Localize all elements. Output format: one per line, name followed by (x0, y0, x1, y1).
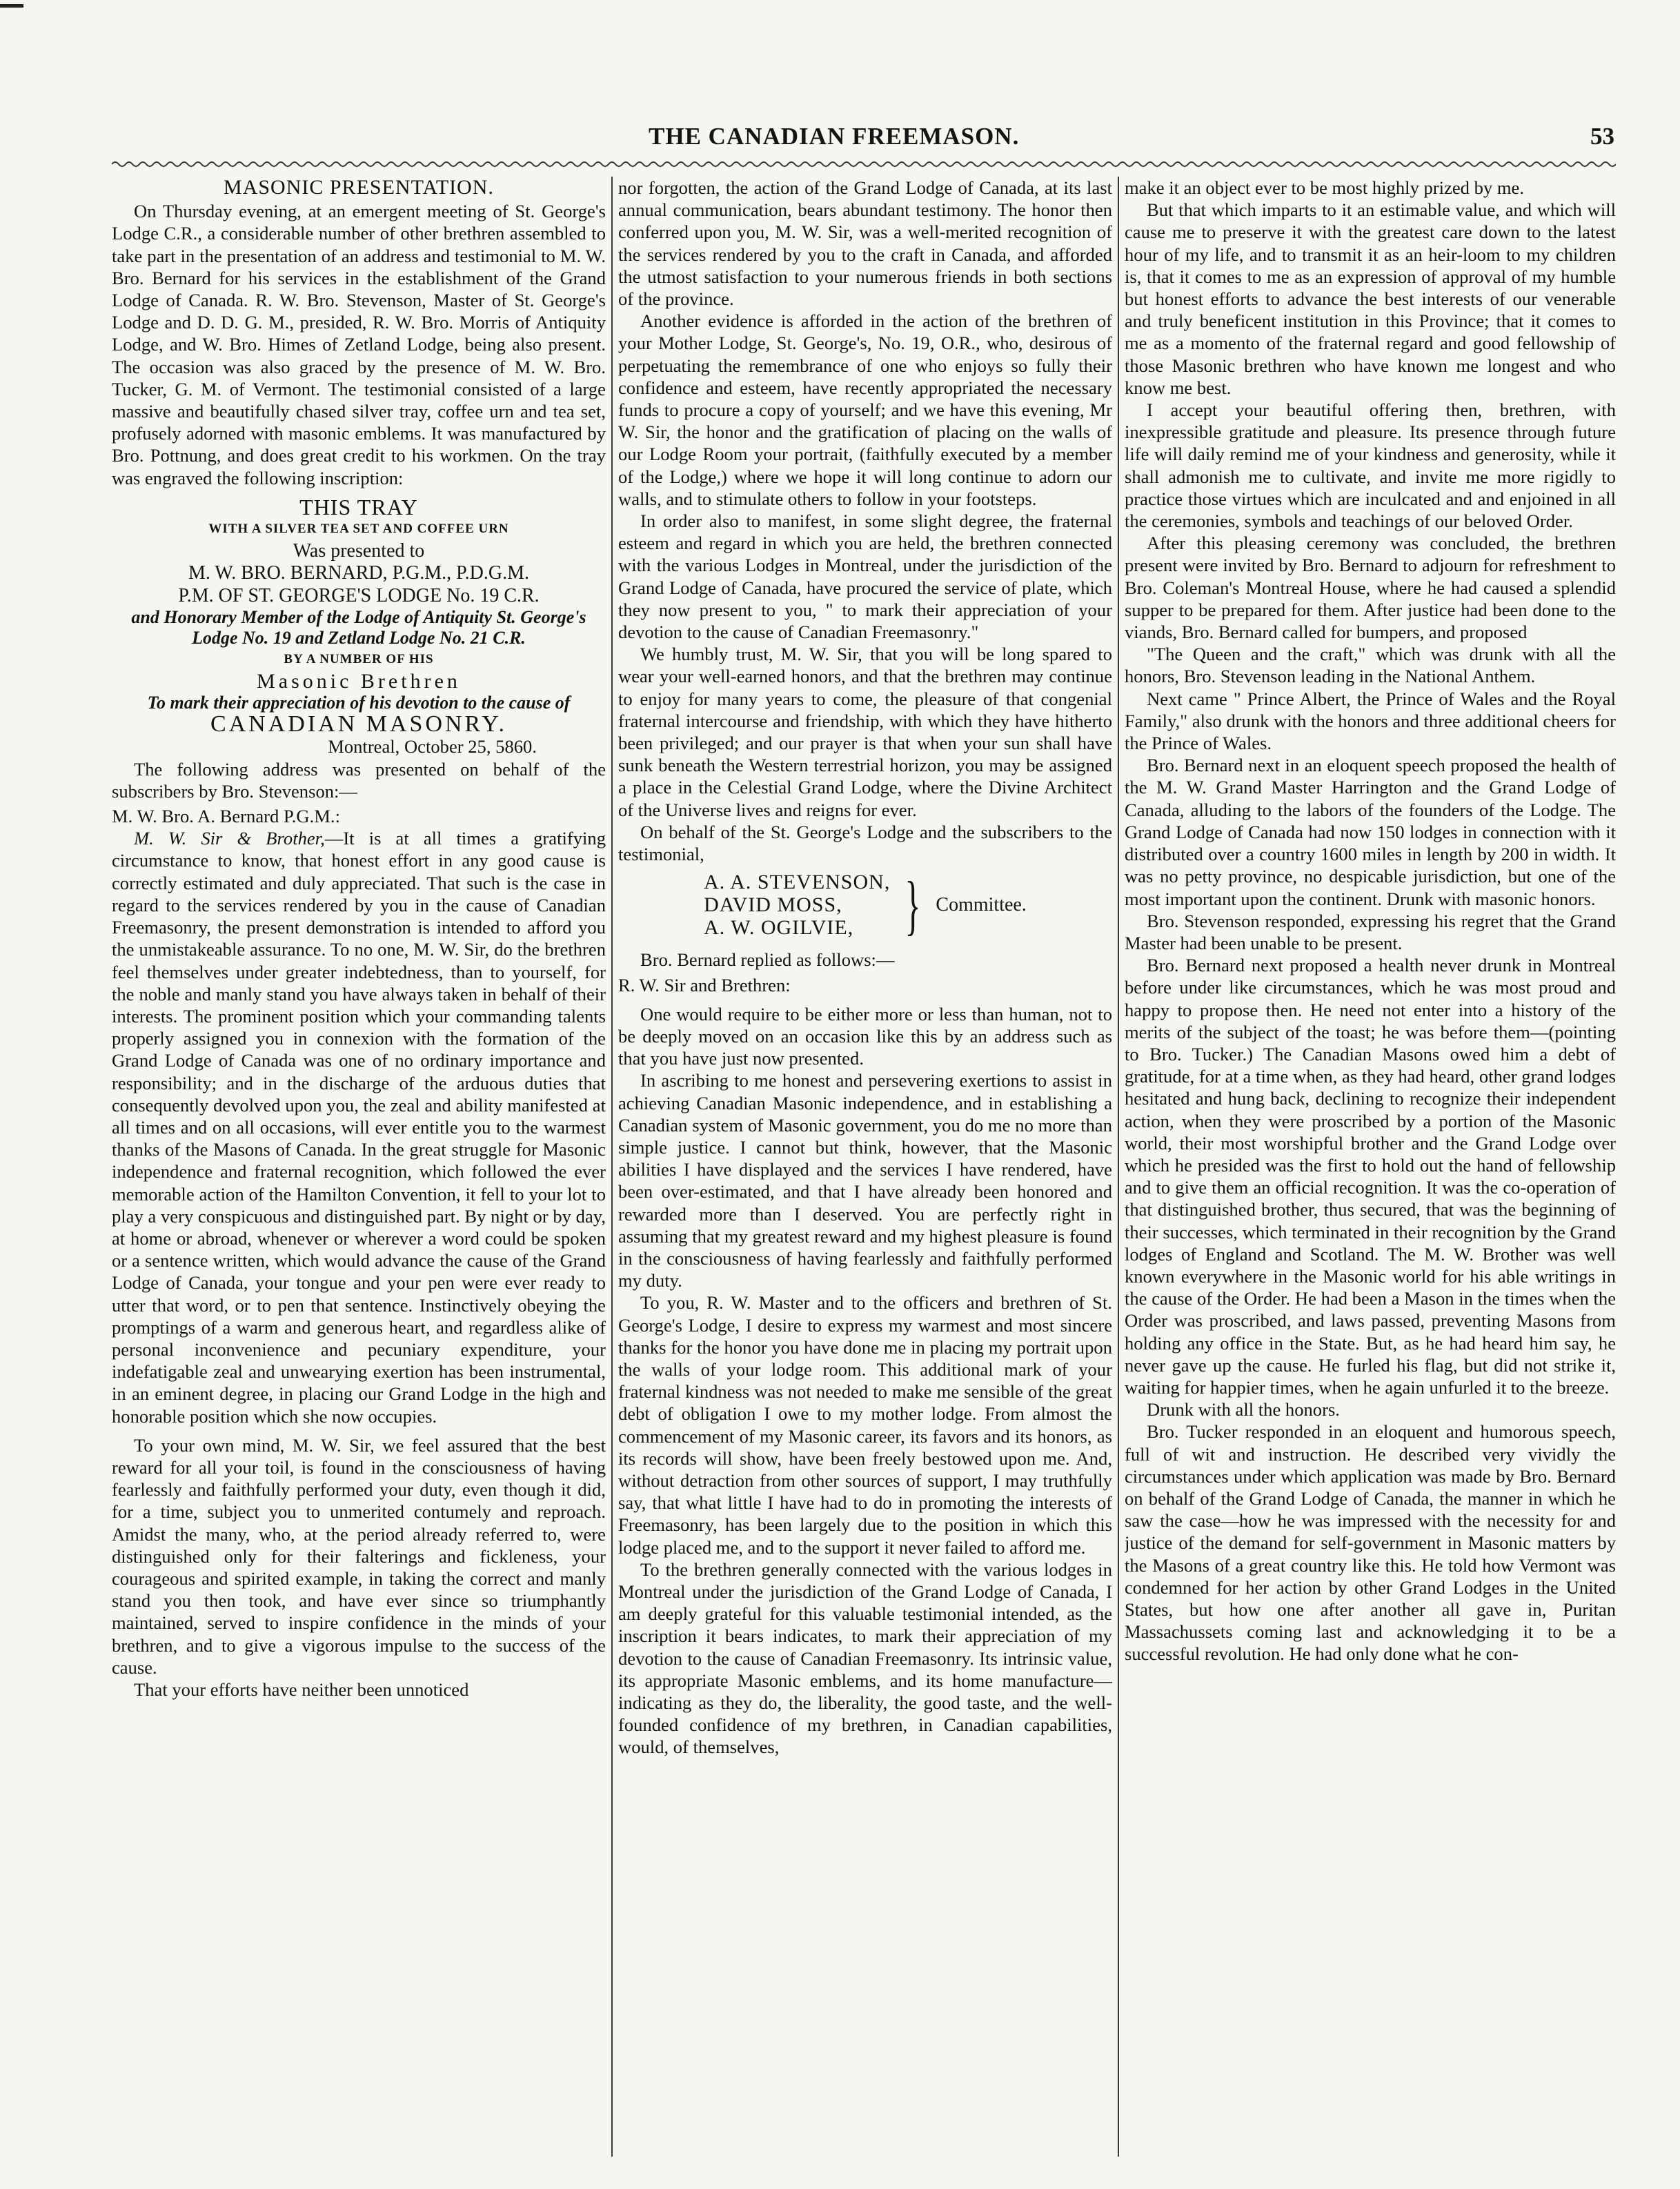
committee-label: Committee. (936, 893, 1027, 915)
paragraph: After this pleasing ceremony was concluded, the brethren present were invited by Bro. Bernard to adjourn for refreshment to Bro. Coleman's Montreal House, where he had caused a splendid supper to be prepared for them. After justice had been done to the viands, Bro. Bernard called for bumpers, and proposed (1125, 533, 1616, 643)
inscription-line: Was presented to (293, 540, 425, 562)
paragraph: Bro. Stevenson responded, expressing his regret that the Grand Master had been unable to be present. (1125, 910, 1616, 953)
signer-list (704, 871, 890, 939)
paragraph: That your efforts have neither been unnoticed (134, 1679, 469, 1700)
inscription-line: CANADIAN MASONRY. (210, 711, 508, 737)
page-number: 53 (1590, 123, 1614, 150)
signer-name: A. W. OGILVIE, (704, 916, 854, 940)
dateline: Montreal, October 25, 5860. (328, 736, 537, 757)
brace-glyph: } (905, 867, 921, 942)
inscription-line: P.M. OF ST. GEORGE'S LODGE No. 19 C.R. (178, 584, 540, 606)
corner-mark (0, 4, 23, 8)
column-rule-2 (1118, 177, 1119, 2157)
paragraph: Bro. Bernard replied as follows:— (640, 949, 895, 971)
page-title: THE CANADIAN FREEMASON. (649, 123, 1020, 150)
paragraph: On Thursday evening, at an emergent meeting of St. George's Lodge C.R., a considerable number of other brethren assembled to take part in the presentation of an address and testimonial to M. W. Bro. Bernard for his services in the establishment of the Grand Lodge of Canada. R. W. Bro. Stevenson, Master of St. George's Lodge and D. D. G. M., presided, R. W. Bro. Morris of Antiquity Lodge, and W. Bro. Himes of Zetland Lodge, being also present. The occasion was also graced by the presence of M. W. Bro. Tucker, G. M. of Vermont. The testimonial consisted of a large massive and beautifully chased silver tray, coffee urn and tea set, profusely adorned with masonic emblems. It was manufactured by Bro. Pottnung, and does great credit to his workmen. On the tray was engraved the following inscription: (112, 201, 606, 488)
inscription-line: M. W. BRO. BERNARD, P.G.M., P.D.G.M. (188, 562, 529, 584)
paragraph: Bro. Tucker responded in an eloquent and humorous speech, full of wit and instruction. He described very vividly the circumstances under which application was made by Bro. Bernard on behalf of the Grand Lodge of Canada, the manner in which he saw the case—how he was impressed with the necessity for and justice of the demand for self-government in Masonic matters by the Masons of a great country like this. He told how Vermont was condemned for her action by other Grand Lodges in the United States, but how one after another all gave in, Puritan Massachussets coming last and acknowledging it to be a successful revolution. He had only done what he con- (1125, 1421, 1616, 1665)
salutation: M. W. Bro. A. Bernard P.G.M.: (112, 806, 340, 827)
column-3 (1125, 177, 1616, 2157)
column-rule-1 (611, 177, 613, 2157)
paragraph: Next came " Prince Albert, the Prince of Wales and the Royal Family," also drunk with the honors and three additional cheers for the Prince of Wales. (1125, 688, 1616, 754)
article-heading: MASONIC PRESENTATION. (224, 177, 494, 199)
inscription-line: BY A NUMBER OF HIS (284, 651, 434, 666)
signer-name: A. A. STEVENSON, (704, 871, 891, 894)
column-1 (112, 177, 606, 2157)
column-2 (618, 177, 1112, 2157)
paragraph-lead: M. W. Sir & Brother, (134, 828, 325, 849)
paragraph: To the brethren generally connected with the various lodges in Montreal under the jurisdiction of the Grand Lodge of Canada, I am deeply grateful for this valuable testimonial intended, as the inscription it bears indicates, to mark their appreciation of my devotion to the cause of Canadian Freemasonry. Its intrinsic value, its appropriate Masonic emblems, and its home manufacture—indicating as they do, the liberality, the good taste, and the well-founded confidence of my brethren, in Canadian capabilities, would, of themselves, (618, 1558, 1112, 1758)
paragraph: To your own mind, M. W. Sir, we feel assured that the best reward for all your toil, is found in the consciousness of having fearlessly and faithfully performed your duty, even though it did, for a time, subject you to unmerited contumely and reproach. Amidst the many, who, at the period already referred to, were distinguished only for their falterings and fickleness, your courageous and spirited example, in taking the correct and manly stand you then took, and have ever since so triumphantly maintained, served to inspire confidence in the minds of your brethren, and to give a vigorous impulse to the success of the cause. (112, 1434, 606, 1678)
paragraph: One would require to be either more or less than human, not to be deeply moved on an occasion like this by an address such as that you have just now presented. (618, 1003, 1112, 1069)
paragraph-text: —It is at all times a gratifying circumstance to know, that honest effort in any good cause is correctly estimated and duly appreciated. That such is the case in regard to the services rendered by you in the cause of Canadian Freemasonry, the present demonstration is intended to afford you the unmistakeable assurance. To no one, M. W. Sir, do the brethren feel themselves under greater indebtedness, than to yourself, for the noble and manly stand you have always taken in behalf of their interests. The prominent position which your commanding talents properly assigned you in connexion with the formation of the Grand Lodge of Canada was one of no ordinary importance and responsibility; and in the discharge of the arduous duties that consequently devolved upon you, the zeal and ability manifested at all times and on all occasions, will ever entitle you to the warmest thanks of the Masons of Canada. In the great struggle for Masonic independence and fraternal recognition, which followed the ever memorable action of the Hamilton Convention, it fell to your lot to play a very conspicuous and distinguished part. By night or by day, at home or abroad, whenever or wherever a word could be spoken or a sentence written, which would advance the cause of the Grand Lodge of Canada, your tongue and your pen were ever ready to utter that word, or to pen that sentence. Instinctively obeying the promptings of a warm and generous heart, and regardless alike of personal inconvenience and pecuniary expenditure, your indefatigable zeal and unwearying exertion has been instrumental, in an eminent degree, in placing our Grand Lodge in the high and honorable position which she now occupies. (112, 828, 606, 1427)
paragraph: make it an object ever to be most highly prized by me. (1125, 177, 1524, 198)
paragraph (112, 827, 606, 1427)
signature-block (618, 867, 1112, 942)
inscription-line: and Honorary Member of the Lodge of Antiquity St. George's Lodge No. 19 and Zetland Lodge No. 21 C.R. (131, 606, 586, 648)
paragraph: I accept your beautiful offering then, brethren, with inexpressible gratitude and pleasure. Its presence through future life will daily remind me of your kindness and generosity, while it shall admonish me to cultivate, and invite me more rigidly to practice those virtues which are inculcated and and enjoined in all the ceremonies, symbols and teachings of our beloved Order. (1125, 399, 1616, 532)
paragraph: To you, R. W. Master and to the officers and brethren of St. George's Lodge, I desire to express my warmest and most sincere thanks for the honor you have done me in placing my portrait upon the walls of your lodge room. This additional mark of your fraternal kindness was not needed to make me sensible of the great debt of obligation I owe to my mother lodge. From almost the commencement of my Masonic career, its favors and its honors, as its records will show, have been freely bestowed upon me. And, without detraction from other sources of support, I may truthfully say, that what little I have had to do in promoting the interests of Freemasonry, has been largely due to the position in which this lodge placed me, and to the support it never failed to afford me. (618, 1292, 1112, 1558)
header-wavy-rule (112, 160, 1616, 168)
signer-name: DAVID MOSS, (704, 893, 842, 917)
paragraph: In ascribing to me honest and persevering exertions to assist in achieving Canadian Masonic independence, and in establishing a Canadian system of Masonic government, you do me no more than simple justice. I cannot but think, however, that the Masonic abilities I have displayed and the services I have rendered, have been over-estimated, and that I have already been honored and rewarded more than I deserved. You are perfectly right in assuming that my greatest reward and my highest pleasure is found in the consciousness of having fearlessly and faithfully performed my duty. (618, 1070, 1112, 1291)
inscription-line: Masonic Brethren (257, 670, 461, 693)
paragraph: Another evidence is afforded in the action of the brethren of your Mother Lodge, St. George's, No. 19, O.R., who, desirous of perpetuating the remembrance of one who enjoys so fully their confidence and esteem, have recently appropriated the necessary funds to procure a copy of yourself; and we have this evening, Mr W. Sir, the honor and the gratification of placing on the walls of our Lodge Room your portrait, (faithfully executed by a member of the Lodge,) where we hope it will long continue to adorn our walls, and to stimulate others to follow in your footsteps. (618, 310, 1112, 509)
inscription-line: WITH A SILVER TEA SET AND COFFEE URN (208, 522, 509, 537)
paragraph: In order also to manifest, in some slight degree, the fraternal esteem and regard in which you are held, the brethren connected with the various Lodges in Montreal, under the jurisdiction of the Grand Lodge of Canada, have procured the service of plate, which they now present to you, " to mark their appreciation of your devotion to the cause of Canadian Freemasonry." (618, 511, 1112, 643)
paragraph: On behalf of the St. George's Lodge and the subscribers to the testimonial, (618, 821, 1112, 865)
paragraph: The following address was presented on behalf of the subscribers by Bro. Stevenson:— (112, 758, 606, 802)
paragraph: But that which imparts to it an estimable value, and which will cause me to preserve it with the greatest care down to the latest hour of my life, and to transmit it as an heir-loom to my children is, that it comes to me as an expression of approval of my humble but honest efforts to advance the best interests of our venerable and truly beneficent institution in this Province; that it comes to me as a momento of the fraternal regard and good fellowship of those Masonic brethren who have known me longest and who know me best. (1125, 199, 1616, 398)
paragraph: "The Queen and the craft," which was drunk with all the honors, Bro. Stevenson leading in the National Anthem. (1125, 644, 1616, 687)
inscription-title: THIS TRAY (299, 494, 418, 519)
paragraph: Drunk with all the honors. (1147, 1399, 1340, 1420)
inscription-line: To mark their appreciation of his devotion to the cause of (147, 693, 571, 713)
paragraph: nor forgotten, the action of the Grand Lodge of Canada, at its last annual communication, bears abundant testimony. The honor then conferred upon you, M. W. Sir, was a well-merited recognition of the services rendered by you to the craft in Canada, and afforded the utmost satisfaction to your numerous friends in both sections of the province. (618, 177, 1112, 310)
salutation: R. W. Sir and Brethren: (618, 974, 791, 996)
page-header (621, 123, 1614, 159)
paragraph: Bro. Bernard next proposed a health never drunk in Montreal before under like circumstances, which he was most proud and happy to propose then. He need not enter into a history of the merits of the subject of the toast; he was before them—(pointing to Bro. Tucker.) The Canadian Masons owed him a debt of gratitude, for at a time when, as they had heard, other grand lodges hesitated and hung back, declining to recognize their independent action, when they were proscribed by a portion of the Masonic world, their most worshipful brother and the Grand Lodge over which he presided was the first to hold out the hand of fellowship and to give them an official recognition. It was the co-operation of that distinguished brother, thus secured, that was the beginning of their successes, which terminated in their recognition by the Grand lodges of England and Scotland. The M. W. Brother was well known everywhere in the Masonic world for his able writings in the cause of the Order. He had been a Mason in the times when the Order was proscribed, and laws passed, preventing Masons from holding any office in the State. But, as he had heard him say, he never gave up the cause. He furled his flag, but did not strike it, waiting for happier times, when he again unfurled it to the breeze. (1125, 955, 1616, 1398)
paragraph: Bro. Bernard next in an eloquent speech proposed the health of the M. W. Grand Master Harrington and the Grand Lodge of Canada, alluding to the labors of the founders of the Lodge. The Grand Lodge of Canada had now 150 lodges in connection with it distributed over a country 1600 miles in length by 200 in width. It was no petty province, no despicable jurisdiction, but one of the most important upon the continent. Drunk with masonic honors. (1125, 755, 1616, 909)
paragraph: We humbly trust, M. W. Sir, that you will be long spared to wear your well-earned honors, and that the brethren may continue to enjoy for many years to come, the pleasure of that congenial fraternal intercourse and friendship, with which they have hitherto been privileged; and our prayer is that when your sun shall have sunk beneath the Western terrestrial horizon, you may be assigned a place in the Celestial Grand Lodge, where the Divine Architect of the Universe lives and reigns for ever. (618, 644, 1112, 820)
